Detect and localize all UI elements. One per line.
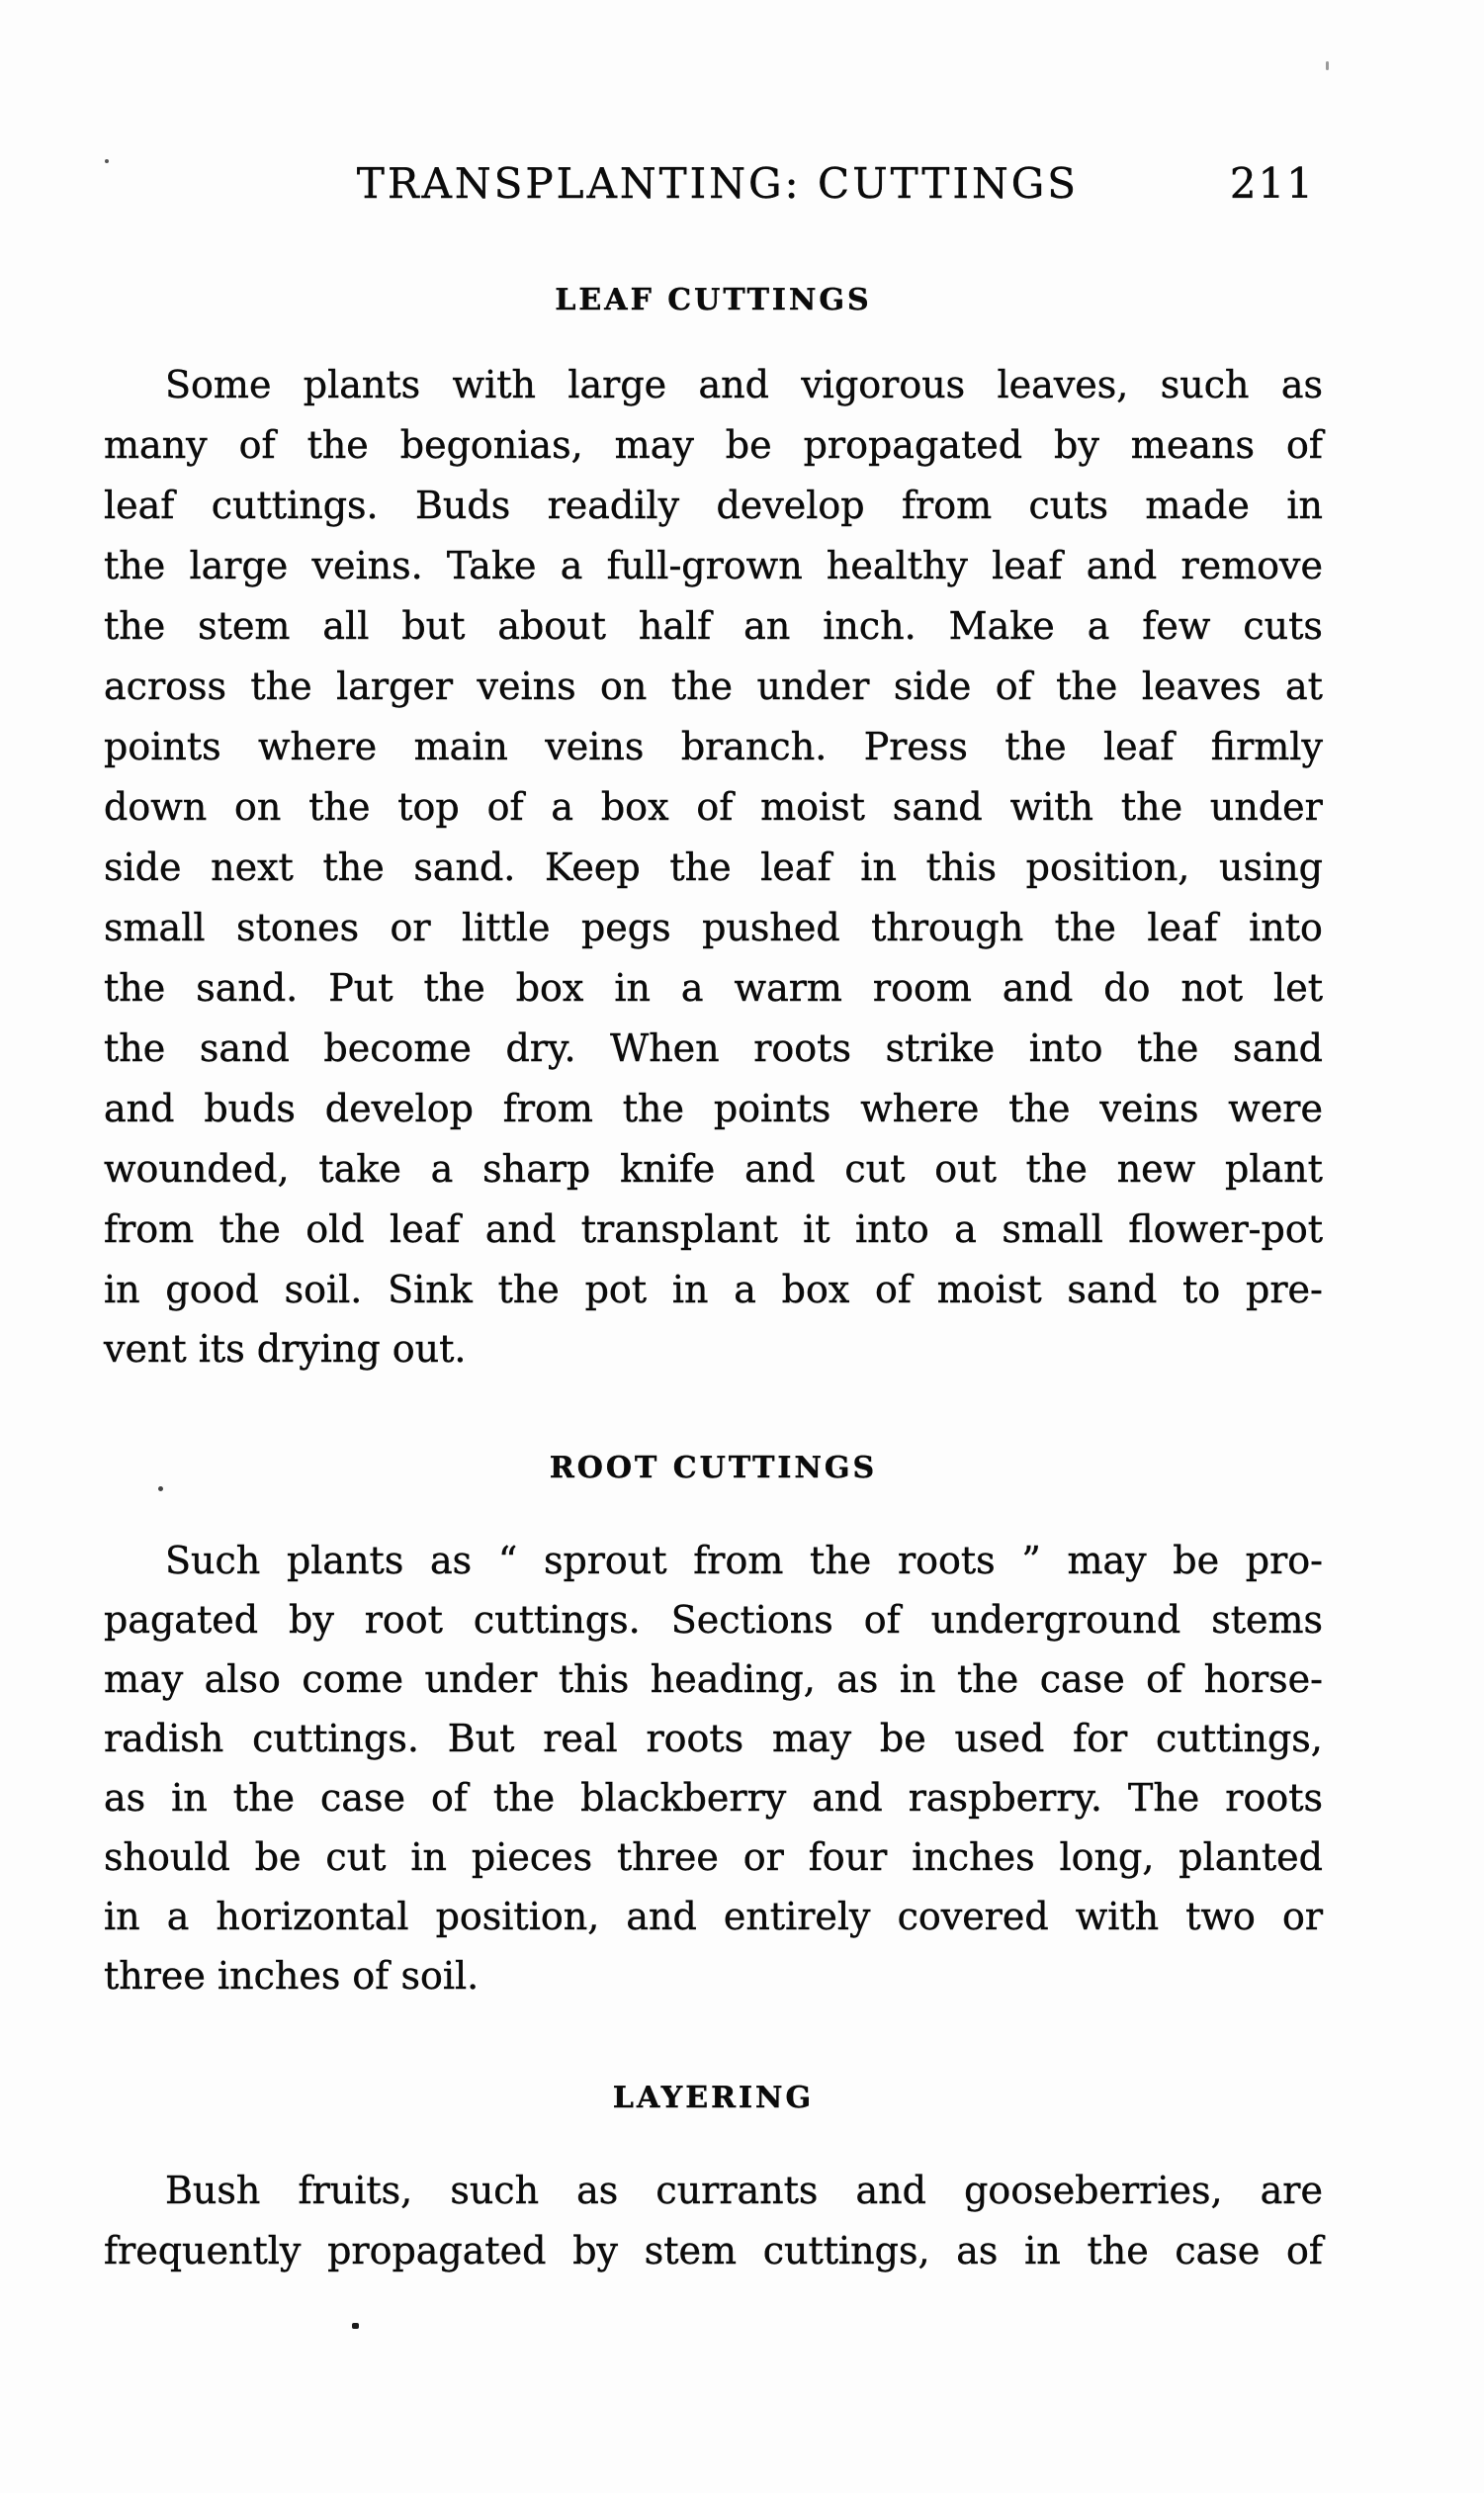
text-line: Some plants with large and vigorous leaves, such as	[165, 362, 1323, 406]
scan-artifact-dot	[1326, 61, 1329, 70]
text-line: Bush fruits, such as currants and gooseberries, are	[165, 2168, 1323, 2212]
paragraph-layering	[104, 2160, 1323, 2280]
text-line: as in the case of the blackberry and raspberry. The roots	[104, 1776, 1323, 1820]
text-line: from the old leaf and transplant it into a small flower-pot	[104, 1206, 1323, 1251]
text-line: may also come under this heading, as in the case of horse-	[104, 1657, 1323, 1701]
section-heading-root-cuttings: ROOT CUTTINGS	[549, 1451, 878, 1485]
paragraph-root-cuttings	[104, 1531, 1323, 2005]
text-line: in a horizontal position, and entirely covered with two or	[104, 1895, 1323, 1938]
running-head-title: TRANSPLANTING: CUTTINGS	[356, 159, 1080, 208]
text-line: the sand become dry. When roots strike into the sand	[104, 1025, 1323, 1070]
text-line: the sand. Put the box in a warm room and do not let	[104, 965, 1323, 1010]
scan-artifact-dot	[158, 1486, 163, 1491]
text-line: leaf cuttings. Buds readily develop from cuts made in	[104, 483, 1323, 527]
text-line: and buds develop from the points where the veins were	[104, 1086, 1323, 1130]
text-line: in good soil. Sink the pot in a box of moist sand to pre-	[104, 1267, 1323, 1311]
text-line: many of the begonias, may be propagated by means of	[104, 422, 1323, 467]
text-line: small stones or little pegs pushed through the leaf into	[104, 905, 1323, 949]
text-line: radish cuttings. But real roots may be used for cuttings,	[104, 1717, 1323, 1760]
text-line: wounded, take a sharp knife and cut out the new plant	[104, 1146, 1323, 1191]
scan-artifact-dot	[105, 159, 109, 163]
text-line: vent its drying out.	[104, 1327, 467, 1371]
text-line: down on the top of a box of moist sand with the under	[104, 784, 1323, 829]
text-line: frequently propagated by stem cuttings, as in the case of	[104, 2228, 1323, 2272]
text-line: points where main veins branch. Press the leaf firmly	[104, 724, 1323, 768]
text-line: across the larger veins on the under side of the leaves at	[104, 664, 1323, 708]
page-number: 211	[1229, 159, 1315, 208]
text-line: the stem all but about half an inch. Make a few cuts	[104, 603, 1323, 648]
text-line: pagated by root cuttings. Sections of underground stems	[104, 1598, 1323, 1642]
scan-artifact-dot	[352, 2323, 359, 2329]
text-line: Such plants as “ sprout from the roots ” may be pro-	[165, 1539, 1323, 1582]
text-line: the large veins. Take a full-grown healthy leaf and remove	[104, 543, 1323, 587]
paragraph-leaf-cuttings	[104, 354, 1323, 1380]
text-line: side next the sand. Keep the leaf in this position, using	[104, 845, 1323, 889]
section-heading-leaf-cuttings: LEAF CUTTINGS	[555, 283, 872, 317]
text-line: should be cut in pieces three or four inches long, planted	[104, 1835, 1323, 1879]
text-line: three inches of soil.	[104, 1954, 480, 1998]
section-heading-layering: LAYERING	[612, 2081, 815, 2115]
